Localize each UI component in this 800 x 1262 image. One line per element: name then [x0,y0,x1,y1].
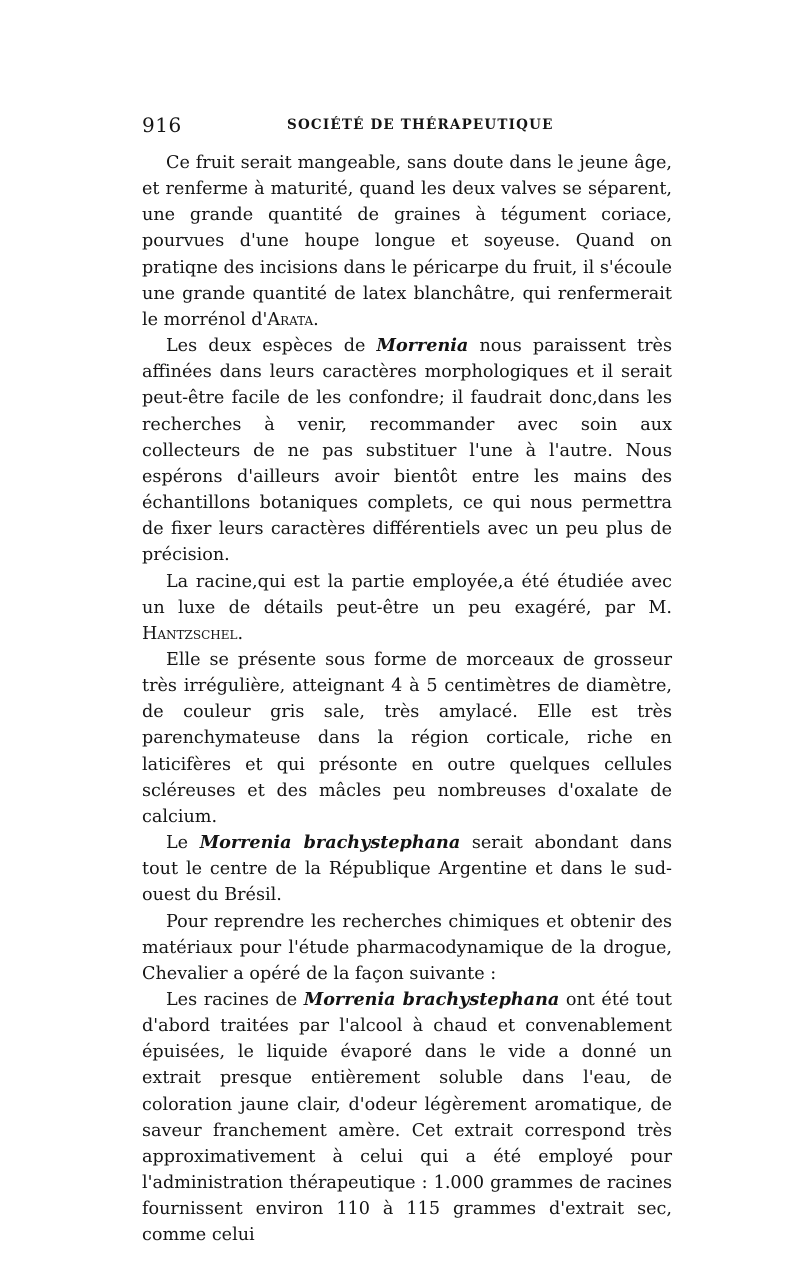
running-header [142,113,682,143]
author-name: Hantzschel [142,623,238,644]
paragraph-text: serait abondant dans tout le centre de la République Argentine et dans le sud-ouest du Brésil. [142,833,672,906]
paragraph-text: Elle se présente sous forme de morceaux de grosseur très irrégulière, atteignant 4 à 5 centimètres de diamètre, de couleur gris sale, très amylacé. Elle est très parenchymateuse dans la région corticale, riche en laticifères et qui présonte en outre quelques cellules scléreuses et des mâcles peu nombreuses d'oxalate de calcium. [142,649,672,827]
paragraph-method-intro [142,909,672,987]
paragraph-species [142,333,672,568]
body-text [142,150,672,1249]
paragraph-text: La racine,qui est la partie employée,a été étudiée avec un luxe de détails peut-être un peu exagéré, par M. [142,571,672,618]
paragraph-text: ont été tout d'abord traitées par l'alcool à chaud et convenablement épuisées, le liquide évaporé dans le vide a donné un extrait presque entièrement soluble dans l'eau, de coloration jaune clair, d'odeur légèrement aromatique, de saveur franchement amère. Cet extrait correspond très approximativement à celui qui a été employé pour l'administration thérapeutique : 1.000 grammes de racines fournissent environ 110 à 115 grammes d'extrait sec, comme celui [142,990,672,1246]
paragraph-text-start: Les racines de [166,990,304,1010]
species-name: Morrenia brachystephana [199,832,461,854]
author-name: Arata [267,309,314,330]
paragraph-root [142,569,672,647]
paragraph-distribution [142,830,672,908]
paragraph-description [142,647,672,830]
page-number: 916 [142,113,182,137]
paragraph-text: Ce fruit serait mangeable, sans doute dans le jeune âge, et renferme à maturité, quand les deux valves se séparent, une grande quantité de graines à tégument coriace, pourvues d'une houpe longue et soyeuse. Quand on pratiqne des incisions dans le péricarpe du fruit, il s'écoule une grande quantité de latex blanchâtre, qui renfermerait le morrénol d' [142,153,672,330]
paragraph-text: Pour reprendre les recherches chimiques et obtenir des matériaux pour l'étude pharmacodynamique de la drogue, Chevalier a opéré de la façon suivante : [142,911,672,984]
paragraph-extraction [142,987,672,1249]
running-title: SOCIÉTÉ DE THÉRAPEUTIQUE [287,117,554,133]
genus-name: Morrenia [376,335,469,357]
paragraph-fruit [142,150,672,333]
paragraph-text: nous paraissent très affinées dans leurs caractères morphologiques et il serait peut-être facile de les confondre; il faudrait donc,dans les recherches à venir, recommander avec soin aux collecteurs de ne pas substituer l'une à l'autre. Nous espérons d'ailleurs avoir bientôt entre les mains des échantillons botaniques complets, ce qui nous permettra de fixer leurs caractères différentiels avec un peu plus de précision. [142,336,672,566]
sentence-end: . [237,623,244,644]
species-name: Morrenia brachystephana [303,989,560,1010]
sentence-end: . [313,309,319,330]
paragraph-text-start: Les deux espèces de [166,336,377,357]
paragraph-text-start: Le [166,833,200,854]
